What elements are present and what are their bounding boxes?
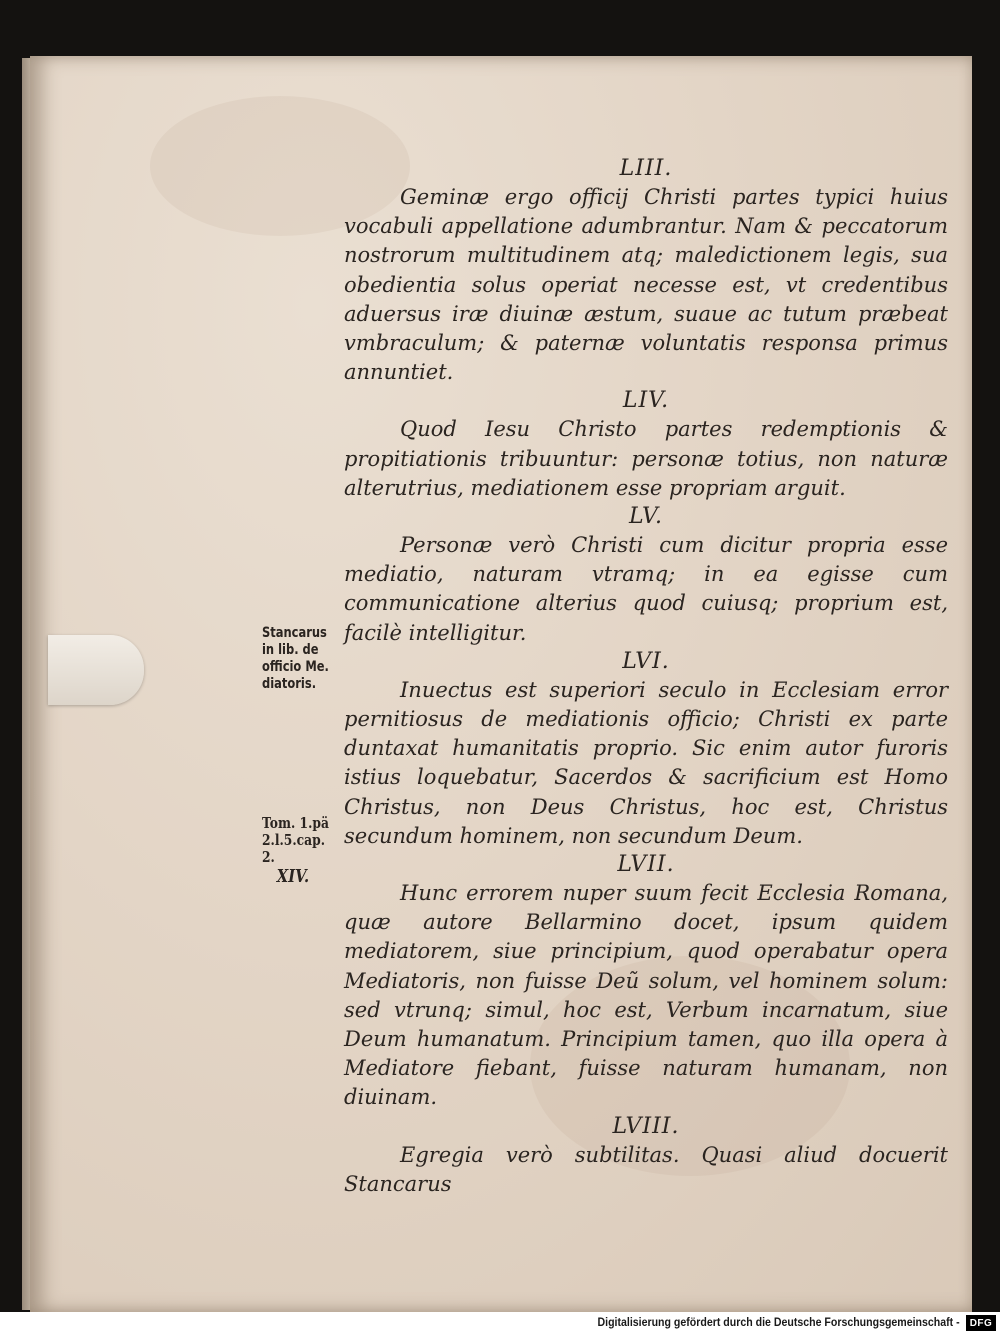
margin-note-stancarus — [262, 625, 328, 693]
paragraph: Inuectus est superiori seculo in Ecclesiam error pernitiosus de mediationis officio; Christi ex parte duntaxat humanitatis proprio. Sic enim autor furoris istius loquebatur, Sacerdos & sacrificium est Homo Christus, non Deus Christus, hoc est, Christus secundum hominem, non secundum Deum. — [344, 677, 948, 848]
section-heading: LVIII. — [612, 1113, 680, 1139]
margin-note-line: in lib. de — [262, 642, 319, 658]
paragraph: Geminæ ergo officij Christi partes typici huius vocabuli appellatione adumbrantur. Nam & peccatorum nostrorum multitudinem atq; maledictionem legis, sua obedientia solus operiat necesse est, vt credentibus aduersus iræ diuinæ æstum, suaue ac tutum præbeat vmbraculum; & paternæ voluntatis responsa primus annuntiet. — [344, 185, 948, 385]
margin-note-roman: XIV. — [276, 866, 310, 887]
section-heading: LIII. — [619, 156, 673, 181]
section-heading: LV. — [628, 504, 664, 530]
footer-credit: Digitalisierung gefördert durch die Deutsche Forschungsgemeinschaft - — [597, 1317, 960, 1329]
main-text — [344, 155, 948, 1199]
paragraph: Personæ verò Christi cum dicitur propria esse mediatio, naturam vtramq; in ea egisse cum communicatione alterius quod cuiusq; proprium est, facilè intelligitur. — [344, 533, 948, 645]
paragraph: Egregia verò subtilitas. Quasi aliud docuerit Stancarus — [344, 1142, 948, 1196]
margin-note-line: Stancarus — [262, 625, 327, 641]
section-heading: LVII. — [617, 852, 675, 878]
section-heading: LVI. — [622, 648, 670, 674]
dfg-logo: DFG — [966, 1315, 996, 1331]
margin-note-line: officio Me. — [262, 659, 329, 675]
footer-bar — [0, 1312, 1000, 1334]
margin-note-line: diatoris. — [262, 676, 317, 692]
paragraph: Quod Iesu Christo partes redemptionis & propitiationis tribuuntur: personæ totius, non naturæ alterutrius, mediationem esse propriam arguit. — [344, 417, 948, 500]
margin-note-line: 2.l.5.cap. — [262, 831, 325, 849]
section-heading: LIV. — [622, 388, 670, 414]
paragraph: Hunc errorem nuper suum fecit Ecclesia Romana, quæ autore Bellarmino docet, ipsum quidem mediatorem, siue principium, quod operabatur opera Mediatoris, non fuisse Deũ solum, vel hominem solum: sed vtrunq; simul, hoc est, Verbum incarnatum, siue Deum humanatum. Principium tamen, quo illa opera à Mediatore fiebant, fuisse naturam humanam, non diuinam. — [344, 881, 948, 1110]
margin-note-tom — [262, 815, 328, 888]
margin-note-line: Tom. 1.pä — [262, 814, 329, 832]
margin-note-line: 2. — [262, 848, 275, 866]
page-clip — [48, 635, 144, 705]
